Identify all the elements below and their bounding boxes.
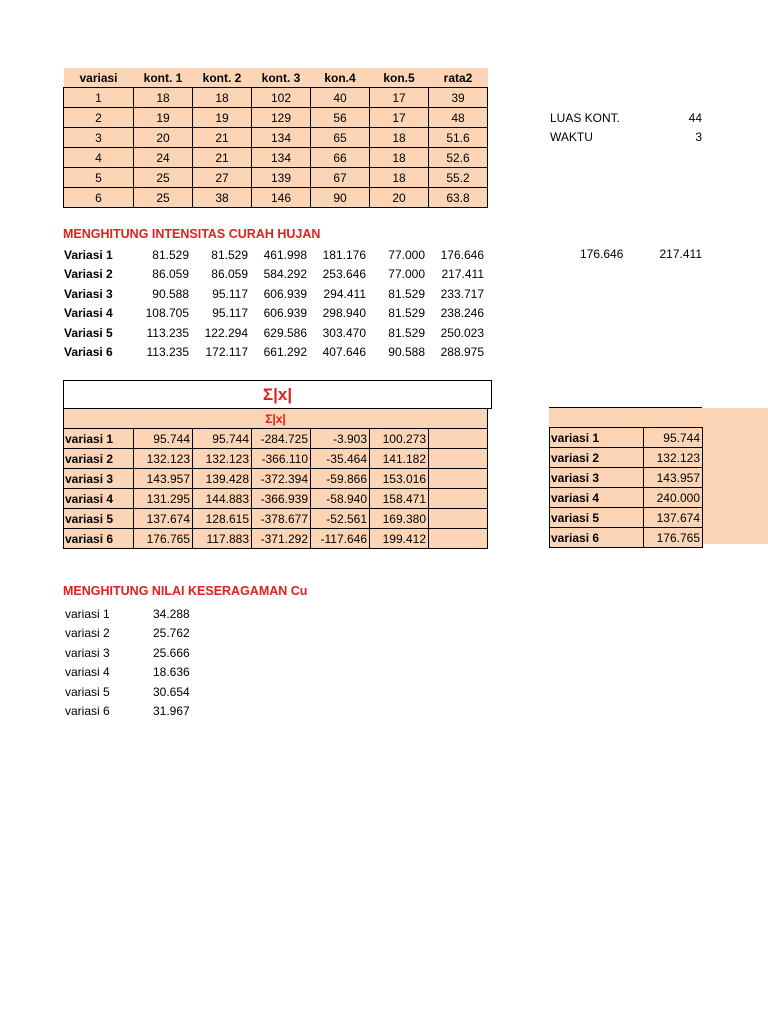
table-row [63, 245, 487, 265]
row-label-cell[interactable]: 5 [64, 168, 134, 188]
table-cell[interactable]: 199.412 [370, 529, 429, 549]
table-row [63, 343, 487, 363]
table-cell[interactable]: 250.023 [440, 325, 484, 340]
table-cell[interactable]: 132.123 [644, 448, 703, 468]
table-cell[interactable]: 298.940 [322, 306, 366, 321]
table-cell[interactable]: 21 [193, 148, 252, 168]
row-label-cell[interactable]: variasi 4 [64, 489, 134, 509]
table-row [64, 108, 488, 128]
table-cell[interactable]: -117.646 [311, 529, 370, 549]
table-row [64, 188, 488, 208]
table-cell[interactable] [429, 449, 488, 469]
row-label-cell[interactable]: variasi 6 [550, 528, 644, 548]
table-cell[interactable]: 661.292 [263, 345, 307, 360]
table-row [64, 449, 488, 469]
table-cell[interactable]: 34.288 [153, 606, 190, 621]
table-cell[interactable]: 606.939 [263, 286, 307, 301]
table-cell[interactable]: 90.588 [152, 286, 189, 301]
table-cell[interactable]: 100.273 [370, 429, 429, 449]
table-cell[interactable]: 27 [193, 168, 252, 188]
table-cell[interactable]: 95.744 [644, 428, 703, 448]
table-cell[interactable]: 95.744 [193, 429, 252, 449]
table-row [550, 468, 703, 488]
table-cell[interactable]: 30.654 [153, 684, 190, 699]
row-label-cell[interactable]: 2 [64, 108, 134, 128]
sigma-title[interactable]: Σ|x| [63, 380, 492, 409]
row-label-cell[interactable]: variasi 2 [65, 626, 110, 641]
table-cell[interactable]: 131.295 [134, 489, 193, 509]
row-label-cell[interactable]: variasi 2 [64, 449, 134, 469]
table-cell[interactable]: 86.059 [152, 267, 189, 282]
row-label-cell[interactable]: variasi 1 [64, 429, 134, 449]
table-row [64, 128, 488, 148]
table-row [63, 663, 215, 683]
table-cell[interactable]: 141.182 [370, 449, 429, 469]
sigma-subheader-row [64, 409, 488, 429]
table-cell[interactable] [429, 429, 488, 449]
table-cell[interactable]: 25 [134, 188, 193, 208]
header-cell[interactable]: kon.4 [311, 68, 370, 88]
section-title-keseragaman[interactable]: MENGHITUNG NILAI KESERAGAMAN Cu [63, 584, 308, 598]
side-value[interactable]: 176.646 [580, 247, 624, 261]
row-label-cell[interactable]: variasi 3 [65, 645, 110, 660]
table-cell[interactable]: 17 [370, 108, 429, 128]
table-cell[interactable]: 18 [370, 128, 429, 148]
table-row [550, 448, 703, 468]
side-value[interactable]: 217.411 [659, 247, 702, 261]
table-cell[interactable]: 81.529 [388, 306, 425, 321]
row-label-cell[interactable]: variasi 6 [64, 529, 134, 549]
table-cell[interactable]: 90.588 [388, 345, 425, 360]
row-label-cell[interactable]: 1 [64, 88, 134, 108]
table-cell[interactable]: 18 [370, 168, 429, 188]
table-cell[interactable]: 81.529 [388, 325, 425, 340]
table-cell[interactable]: 217.411 [441, 267, 484, 282]
header-cell[interactable]: kon.5 [370, 68, 429, 88]
table-cell[interactable]: 81.529 [152, 247, 189, 262]
table-cell[interactable] [429, 469, 488, 489]
table-cell[interactable]: 461.998 [263, 247, 307, 262]
table-row [550, 528, 703, 548]
header-cell[interactable]: kont. 3 [252, 68, 311, 88]
table-cell[interactable]: 128.615 [193, 509, 252, 529]
table-cell[interactable]: 146 [252, 188, 311, 208]
table-row [64, 429, 488, 449]
row-label-cell[interactable]: Variasi 1 [64, 247, 113, 262]
luas-label[interactable]: LUAS KONT. [550, 111, 621, 125]
table-cell[interactable]: 132.123 [193, 449, 252, 469]
header-cell[interactable]: kont. 1 [134, 68, 193, 88]
table-cell[interactable]: 233.717 [440, 286, 484, 301]
table-cell[interactable]: 95.117 [212, 286, 248, 301]
table-cell[interactable]: 55.2 [429, 168, 488, 188]
table-cell[interactable]: 122.294 [204, 325, 248, 340]
table-cell[interactable]: 629.586 [263, 325, 307, 340]
row-label-cell[interactable]: Variasi 3 [64, 286, 113, 301]
row-label-cell[interactable]: Variasi 6 [64, 345, 113, 360]
data-table-kontainer [63, 68, 488, 208]
row-label-cell[interactable]: variasi 1 [65, 606, 110, 621]
table-cell[interactable]: 81.529 [388, 286, 425, 301]
table-cell[interactable]: 90 [311, 188, 370, 208]
table-cell[interactable]: -366.110 [252, 449, 311, 469]
table-cell[interactable]: 31.967 [153, 704, 190, 719]
table-cell[interactable]: 18 [193, 88, 252, 108]
row-label-cell[interactable]: 4 [64, 148, 134, 168]
table-cell[interactable]: 39 [429, 88, 488, 108]
keseragaman-table [63, 604, 215, 721]
table-cell[interactable]: 288.975 [440, 345, 484, 360]
table-cell[interactable]: 65 [311, 128, 370, 148]
table-cell[interactable]: -366.939 [252, 489, 311, 509]
row-label-cell[interactable]: variasi 5 [65, 684, 110, 699]
intensitas-table [63, 245, 487, 362]
table-cell[interactable]: 81.529 [211, 247, 248, 262]
header-cell[interactable]: variasi [64, 68, 134, 88]
table-cell[interactable]: 137.674 [134, 509, 193, 529]
table-cell[interactable]: 294.411 [323, 286, 366, 301]
table-cell[interactable]: 19 [134, 108, 193, 128]
row-label-cell[interactable]: Variasi 5 [64, 325, 113, 340]
header-cell[interactable]: kont. 2 [193, 68, 252, 88]
table-cell[interactable]: 238.246 [440, 306, 484, 321]
table-cell[interactable]: 48 [429, 108, 488, 128]
table-cell[interactable]: 67 [311, 168, 370, 188]
table-row [63, 643, 215, 663]
table-cell[interactable]: 95.117 [212, 306, 248, 321]
row-label-cell[interactable]: Variasi 4 [64, 306, 113, 321]
row-label-cell[interactable]: variasi 1 [550, 428, 644, 448]
side-values [580, 245, 702, 264]
row-label-cell[interactable]: variasi 6 [65, 704, 110, 719]
table-row [63, 265, 487, 285]
table-cell[interactable]: 95.744 [134, 429, 193, 449]
table-row [64, 529, 488, 549]
table-cell[interactable]: 102 [252, 88, 311, 108]
table-cell[interactable]: 20 [134, 128, 193, 148]
table-cell[interactable]: 181.176 [322, 247, 366, 262]
table-cell[interactable]: 303.470 [322, 325, 366, 340]
table-cell[interactable]: 134 [252, 148, 311, 168]
right-summary-table [549, 427, 703, 548]
table-row [63, 624, 215, 644]
table-cell[interactable]: 52.6 [429, 148, 488, 168]
table-cell[interactable]: 56 [311, 108, 370, 128]
table-cell[interactable]: 24 [134, 148, 193, 168]
table-row [550, 428, 703, 448]
row-label-cell[interactable]: 3 [64, 128, 134, 148]
table-cell[interactable]: 407.646 [322, 345, 366, 360]
info-block [550, 109, 702, 147]
row-label-cell[interactable]: variasi 5 [550, 508, 644, 528]
table-cell[interactable]: -52.561 [311, 509, 370, 529]
table-cell[interactable]: 25.762 [153, 626, 190, 641]
table-cell[interactable]: 584.292 [263, 267, 307, 282]
table-cell[interactable]: 129 [252, 108, 311, 128]
table-cell[interactable] [429, 489, 488, 509]
section-title-intensitas[interactable]: MENGHITUNG INTENSITAS CURAH HUJAN [63, 227, 321, 241]
luas-value[interactable]: 44 [688, 111, 702, 125]
table-cell[interactable]: 18.636 [153, 665, 190, 680]
table-cell[interactable]: 143.957 [134, 469, 193, 489]
table-cell[interactable]: 143.957 [644, 468, 703, 488]
sigma-subtitle[interactable]: Σ|x| [64, 409, 488, 429]
table-row [64, 148, 488, 168]
table-cell[interactable]: 40 [311, 88, 370, 108]
table-cell[interactable] [429, 509, 488, 529]
table-cell[interactable]: 169.380 [370, 509, 429, 529]
table-cell[interactable]: -35.464 [311, 449, 370, 469]
table-cell[interactable]: 51.6 [429, 128, 488, 148]
table-cell[interactable]: 134 [252, 128, 311, 148]
row-label-cell[interactable]: variasi 4 [550, 488, 644, 508]
table-cell[interactable]: 117.883 [193, 529, 252, 549]
table-cell[interactable]: 144.883 [193, 489, 252, 509]
table-cell[interactable]: 176.646 [440, 247, 484, 262]
table-row [64, 88, 488, 108]
table-cell[interactable]: 77.000 [388, 267, 425, 282]
row-label-cell[interactable]: variasi 2 [550, 448, 644, 468]
table-row [63, 604, 215, 624]
table-cell[interactable]: 158.471 [370, 489, 429, 509]
table-cell[interactable]: 139.428 [193, 469, 252, 489]
table-cell[interactable]: 132.123 [134, 449, 193, 469]
table-row [63, 284, 487, 304]
table-row [64, 469, 488, 489]
row-label-cell[interactable]: Variasi 2 [64, 267, 113, 282]
table-cell[interactable]: 25 [134, 168, 193, 188]
waktu-label[interactable]: WAKTU [550, 130, 593, 144]
row-label-cell[interactable]: variasi 5 [64, 509, 134, 529]
table-cell[interactable]: 176.765 [644, 528, 703, 548]
table-cell[interactable]: 137.674 [644, 508, 703, 528]
row-label-cell[interactable]: 6 [64, 188, 134, 208]
row-label-cell[interactable]: variasi 3 [64, 469, 134, 489]
table-cell[interactable]: 66 [311, 148, 370, 168]
table-cell[interactable]: 108.705 [145, 306, 189, 321]
row-label-cell[interactable]: variasi 3 [550, 468, 644, 488]
table-cell[interactable]: -378.677 [252, 509, 311, 529]
table-cell[interactable]: 172.117 [205, 345, 248, 360]
table-cell[interactable]: -372.394 [252, 469, 311, 489]
table-cell[interactable]: 153.016 [370, 469, 429, 489]
table-cell[interactable]: 18 [370, 148, 429, 168]
table-row [550, 488, 703, 508]
row-label-cell[interactable]: variasi 4 [65, 665, 110, 680]
table-cell[interactable]: 77.000 [388, 247, 425, 262]
table-row [550, 508, 703, 528]
sigma-table [63, 408, 488, 549]
table-cell[interactable]: 18 [134, 88, 193, 108]
table-cell[interactable]: 17 [370, 88, 429, 108]
table-cell[interactable] [429, 529, 488, 549]
table-cell[interactable]: 253.646 [322, 267, 366, 282]
header-cell[interactable]: rata2 [429, 68, 488, 88]
table-cell[interactable]: 19 [193, 108, 252, 128]
table-cell[interactable]: 240.000 [644, 488, 703, 508]
table-cell[interactable]: 25.666 [153, 645, 190, 660]
table-cell[interactable]: 21 [193, 128, 252, 148]
divider [549, 407, 702, 408]
table-row [63, 304, 487, 324]
table-cell[interactable]: 113.235 [146, 325, 189, 340]
table-cell[interactable]: 86.059 [211, 267, 248, 282]
table-row [64, 509, 488, 529]
table-header-row [64, 68, 488, 88]
waktu-value[interactable]: 3 [695, 130, 702, 144]
table-row [63, 682, 215, 702]
table-cell[interactable]: 38 [193, 188, 252, 208]
table-cell[interactable]: -58.940 [311, 489, 370, 509]
table-cell[interactable]: -284.725 [252, 429, 311, 449]
table-row [64, 168, 488, 188]
table-cell[interactable]: 606.939 [263, 306, 307, 321]
table-cell[interactable]: 113.235 [146, 345, 189, 360]
table-cell[interactable]: -3.903 [311, 429, 370, 449]
table-row [64, 489, 488, 509]
table-row [63, 702, 215, 722]
table-cell[interactable]: -59.866 [311, 469, 370, 489]
table-cell[interactable]: 63.8 [429, 188, 488, 208]
table-cell[interactable]: 139 [252, 168, 311, 188]
table-cell[interactable]: -371.292 [252, 529, 311, 549]
table-row [63, 323, 487, 343]
table-cell[interactable]: 176.765 [134, 529, 193, 549]
table-cell[interactable]: 20 [370, 188, 429, 208]
